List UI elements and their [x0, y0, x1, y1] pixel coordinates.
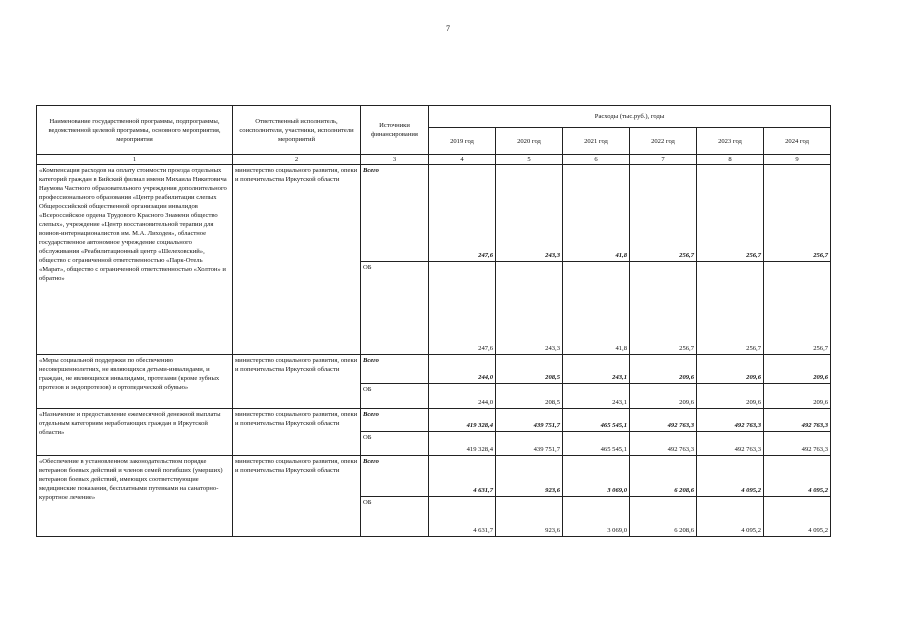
- header-year: 2019 год: [429, 128, 496, 155]
- responsible-executor: министерство социального развития, опеки и попечительства Иркутской области: [233, 165, 361, 355]
- header-sources: Источники финансирования: [361, 106, 429, 155]
- source-ob: ОБ: [361, 384, 429, 409]
- header-year: 2020 год: [496, 128, 563, 155]
- source-total: Всего: [361, 456, 429, 497]
- measure-name: «Компенсация расходов на оплату стоимости проезда отдельных категорий граждан в Бийский филиал имени Михаила Никитовича Наумова Частного образовательного учреждения дополнительного профессионального образования «Центр реабилитации слепых Общероссийской общественной организации инвалидов «Всероссийское ордена Трудового Красного Знамени общество слепых», учреждение «Центр восстановительной терапии для воинов-интернационалистов им. М.А. Лиходея», областное государственное автономное учреждение социального обслуживания «Реабилитационный центр «Шелеховский», общество с ограниченной ответственностью «Парк-Отель «Марат», общество с ограниченной ответственностью «Холтон» и обратно»: [37, 165, 233, 355]
- total-value: 4 095,2: [764, 456, 831, 497]
- ob-value: 244,0: [429, 384, 496, 409]
- total-value: 256,7: [630, 165, 697, 262]
- ob-value: 492 763,3: [764, 432, 831, 456]
- ob-value: 4 095,2: [764, 497, 831, 537]
- total-value: 209,6: [697, 355, 764, 384]
- source-total: Всего: [361, 355, 429, 384]
- ob-value: 4 631,7: [429, 497, 496, 537]
- total-value: 419 328,4: [429, 409, 496, 432]
- responsible-executor: министерство социального развития, опеки и попечительства Иркутской области: [233, 355, 361, 409]
- table-row: [37, 165, 831, 262]
- ob-value: 4 095,2: [697, 497, 764, 537]
- total-value: 244,0: [429, 355, 496, 384]
- header-expenses: Расходы (тыс.руб.), годы: [429, 106, 831, 128]
- total-value: 3 069,0: [563, 456, 630, 497]
- header-name: Наименование государственной программы, подпрограммы, ведомственной целевой программы, основного мероприятия, мероприятия: [37, 106, 233, 155]
- column-number: 1: [37, 155, 233, 165]
- ob-value: 209,6: [764, 384, 831, 409]
- ob-value: 256,7: [764, 262, 831, 355]
- ob-value: 3 069,0: [563, 497, 630, 537]
- source-ob: ОБ: [361, 262, 429, 355]
- table-row: [37, 355, 831, 384]
- ob-value: 256,7: [630, 262, 697, 355]
- total-value: 243,1: [563, 355, 630, 384]
- total-value: 439 751,7: [496, 409, 563, 432]
- ob-value: 41,8: [563, 262, 630, 355]
- ob-value: 439 751,7: [496, 432, 563, 456]
- total-value: 208,5: [496, 355, 563, 384]
- measure-name: «Меры социальной поддержки по обеспечению несовершеннолетних, не являющихся детьми-инвалидами, и граждан, не являющихся инвалидами, протезами (кроме зубных протезов и эндопротезов) и ортопедической обувью»: [37, 355, 233, 409]
- ob-value: 492 763,3: [630, 432, 697, 456]
- total-value: 41,8: [563, 165, 630, 262]
- column-number: 9: [764, 155, 831, 165]
- source-total: Всего: [361, 409, 429, 432]
- measure-name: «Назначение и предоставление ежемесячной денежной выплаты отдельным категориям неработающих граждан в Иркутской области»: [37, 409, 233, 456]
- measure-name: «Обеспечение в установленном законодательством порядке ветеранов боевых действий и членов семей погибших (умерших) ветеранов боевых действий, имеющих соответствующие медицинские показания, бесплатными путевками на санаторно-курортное лечение»: [37, 456, 233, 537]
- ob-value: 208,5: [496, 384, 563, 409]
- header-year: 2024 год: [764, 128, 831, 155]
- source-total: Всего: [361, 165, 429, 262]
- column-number: 7: [630, 155, 697, 165]
- ob-value: 243,3: [496, 262, 563, 355]
- table-row: [37, 409, 831, 432]
- table-row: [37, 456, 831, 497]
- ob-value: 923,6: [496, 497, 563, 537]
- total-value: 6 208,6: [630, 456, 697, 497]
- column-number: 3: [361, 155, 429, 165]
- responsible-executor: министерство социального развития, опеки и попечительства Иркутской области: [233, 456, 361, 537]
- total-value: 243,3: [496, 165, 563, 262]
- total-value: 209,6: [764, 355, 831, 384]
- column-number: 4: [429, 155, 496, 165]
- header-responsible: Ответственный исполнитель, соисполнители, участники, исполнители мероприятий: [233, 106, 361, 155]
- total-value: 4 631,7: [429, 456, 496, 497]
- ob-value: 465 545,1: [563, 432, 630, 456]
- header-year: 2023 год: [697, 128, 764, 155]
- column-number: 2: [233, 155, 361, 165]
- total-value: 492 763,3: [630, 409, 697, 432]
- total-value: 247,6: [429, 165, 496, 262]
- total-value: 209,6: [630, 355, 697, 384]
- ob-value: 247,6: [429, 262, 496, 355]
- header-year: 2022 год: [630, 128, 697, 155]
- total-value: 492 763,3: [697, 409, 764, 432]
- ob-value: 419 328,4: [429, 432, 496, 456]
- ob-value: 492 763,3: [697, 432, 764, 456]
- ob-value: 256,7: [697, 262, 764, 355]
- total-value: 256,7: [764, 165, 831, 262]
- column-number: 6: [563, 155, 630, 165]
- page-number: 7: [446, 24, 450, 33]
- ob-value: 243,1: [563, 384, 630, 409]
- responsible-executor: министерство социального развития, опеки и попечительства Иркутской области: [233, 409, 361, 456]
- column-number: 8: [697, 155, 764, 165]
- total-value: 923,6: [496, 456, 563, 497]
- ob-value: 209,6: [697, 384, 764, 409]
- column-number: 5: [496, 155, 563, 165]
- total-value: 465 545,1: [563, 409, 630, 432]
- total-value: 4 095,2: [697, 456, 764, 497]
- total-value: 492 763,3: [764, 409, 831, 432]
- ob-value: 6 208,6: [630, 497, 697, 537]
- total-value: 256,7: [697, 165, 764, 262]
- expenses-table: [36, 105, 831, 537]
- source-ob: ОБ: [361, 432, 429, 456]
- ob-value: 209,6: [630, 384, 697, 409]
- header-year: 2021 год: [563, 128, 630, 155]
- source-ob: ОБ: [361, 497, 429, 537]
